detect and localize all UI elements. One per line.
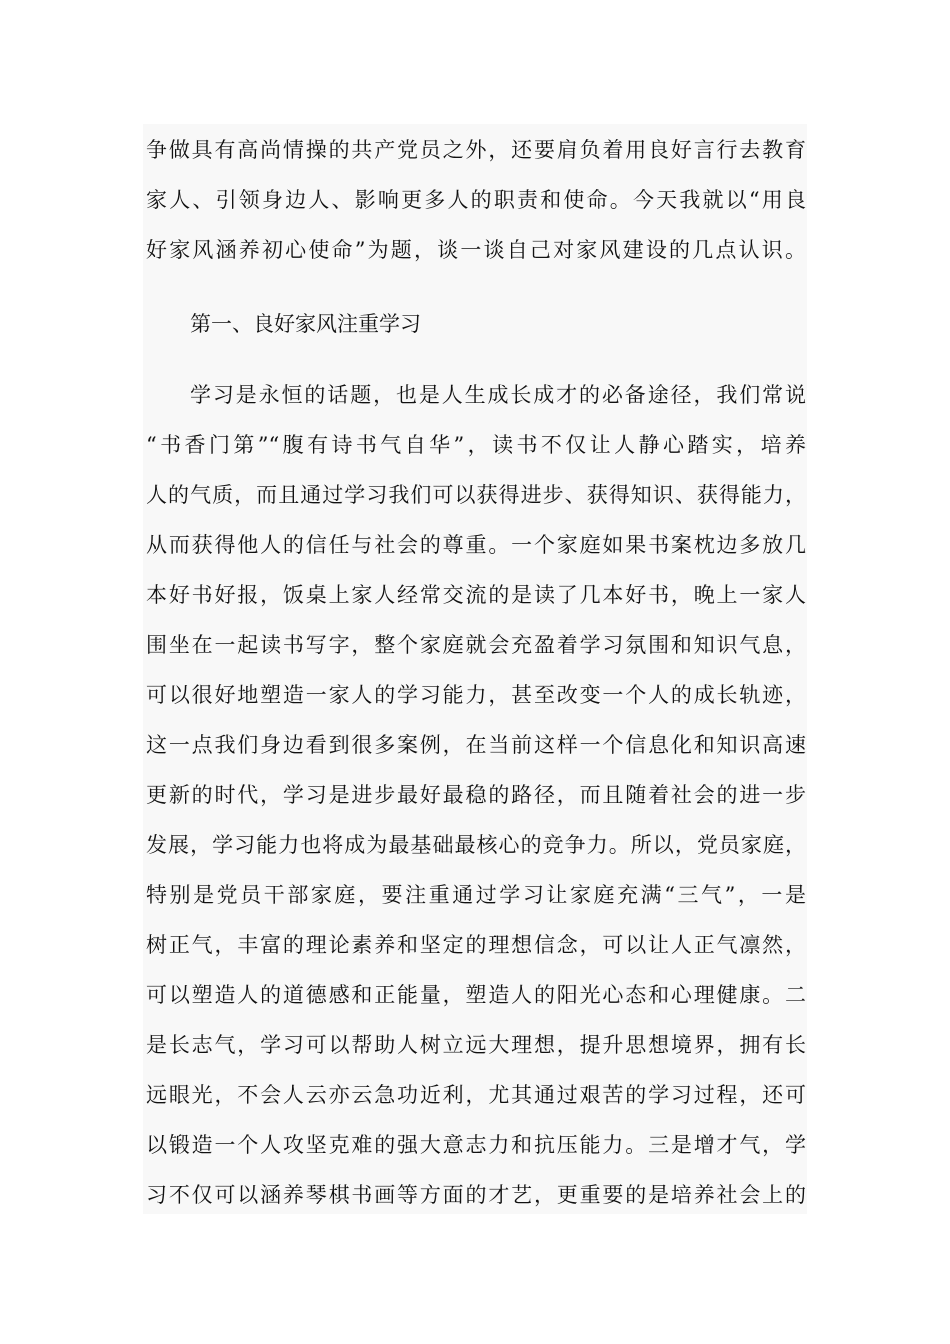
body-line-5: 本好书好报，饭桌上家人经常交流的是读了几本好书，晚上一家人 — [146, 583, 806, 607]
body-line-17: 习不仅可以涵养琴棋书画等方面的才艺，更重要的是培养社会上的 — [146, 1183, 806, 1207]
body-line-14: 是长志气，学习可以帮助人树立远大理想，提升思想境界，拥有长 — [146, 1033, 806, 1057]
body-line-6: 围坐在一起读书写字，整个家庭就会充盈着学习氛围和知识气息， — [146, 633, 806, 657]
intro-line-2: 家人、引领身边人、影响更多人的职责和使命。今天我就以“用良 — [146, 188, 806, 212]
body-line-8: 这一点我们身边看到很多案例，在当前这样一个信息化和知识高速 — [146, 733, 806, 757]
body-line-10: 发展，学习能力也将成为最基础最核心的竞争力。所以，党员家庭， — [146, 833, 806, 857]
body-line-9: 更新的时代，学习是进步最好最稳的路径，而且随着社会的进一步 — [146, 783, 806, 807]
body-line-3: 人的气质，而且通过学习我们可以获得进步、获得知识、获得能力， — [146, 483, 806, 507]
section-heading: 第一、良好家风注重学习 — [190, 312, 421, 336]
body-line-4: 从而获得他人的信任与社会的尊重。一个家庭如果书案枕边多放几 — [146, 533, 806, 557]
body-line-11: 特别是党员干部家庭，要注重通过学习让家庭充满“三气”，一是 — [146, 883, 806, 907]
body-line-1: 学习是永恒的话题，也是人生成长成才的必备途径，我们常说 — [190, 383, 806, 407]
body-line-13: 可以塑造人的道德感和正能量，塑造人的阳光心态和心理健康。二 — [146, 983, 806, 1007]
body-line-16: 以锻造一个人攻坚克难的强大意志力和抗压能力。三是增才气，学 — [146, 1133, 806, 1157]
body-line-7: 可以很好地塑造一家人的学习能力，甚至改变一个人的成长轨迹， — [146, 683, 806, 707]
intro-line-1: 争做具有高尚情操的共产党员之外，还要肩负着用良好言行去教育 — [146, 138, 806, 162]
body-line-15: 远眼光，不会人云亦云急功近利，尤其通过艰苦的学习过程，还可 — [146, 1083, 806, 1107]
intro-line-3: 好家风涵养初心使命”为题，谈一谈自己对家风建设的几点认识。 — [146, 238, 806, 262]
body-line-2: “书香门第”“腹有诗书气自华”，读书不仅让人静心踏实，培养 — [146, 433, 806, 457]
body-line-12: 树正气，丰富的理论素养和坚定的理想信念，可以让人正气凛然， — [146, 933, 806, 957]
